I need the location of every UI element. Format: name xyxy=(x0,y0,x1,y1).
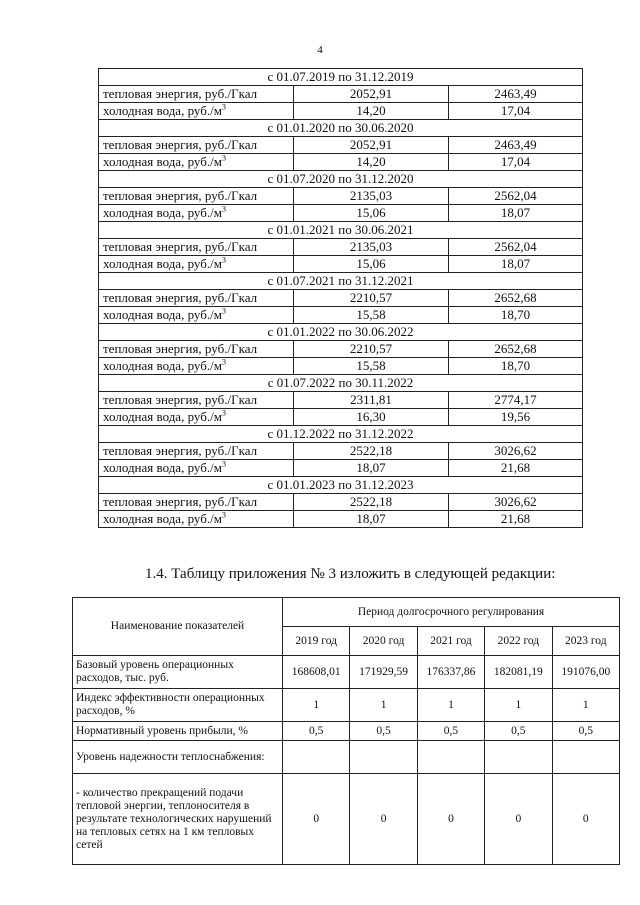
tariff-value-1: 15,58 xyxy=(294,358,449,375)
tariff-value-2: 2562,04 xyxy=(449,188,583,205)
indicator-row xyxy=(73,741,620,774)
indicator-row xyxy=(73,722,620,741)
tariff-period-row xyxy=(99,222,583,239)
tariff-value-2: 2463,49 xyxy=(449,86,583,103)
indicator-value: 171929,59 xyxy=(350,656,417,689)
tariff-value-1: 2052,91 xyxy=(294,86,449,103)
tariff-value-2: 19,56 xyxy=(449,409,583,426)
indicator-label: Базовый уровень операционных расходов, тыс. руб. xyxy=(73,656,283,689)
tariff-value-2: 2652,68 xyxy=(449,341,583,358)
tariff-period-row xyxy=(99,171,583,188)
tariff-value-1: 14,20 xyxy=(294,103,449,120)
tariff-value-1: 2135,03 xyxy=(294,188,449,205)
tariff-period-row xyxy=(99,120,583,137)
tariff-value-2: 18,70 xyxy=(449,307,583,324)
tariff-period-label: с 01.12.2022 по 31.12.2022 xyxy=(99,426,583,443)
indicator-value xyxy=(552,741,619,774)
tariff-value-1: 14,20 xyxy=(294,154,449,171)
indicator-label: - количество прекращений подачи тепловой энергии, теплоносителя в результате технологических нарушений на тепловых сетях на 1 км тепловых сетей xyxy=(73,774,283,865)
tariff-value-2: 17,04 xyxy=(449,154,583,171)
tariff-row xyxy=(99,256,583,273)
indicator-value: 1 xyxy=(552,689,619,722)
indicator-value: 191076,00 xyxy=(552,656,619,689)
tariff-resource-name: тепловая энергия, руб./Гкал xyxy=(99,239,294,256)
indicator-value: 0,5 xyxy=(350,722,417,741)
tariff-value-2: 18,70 xyxy=(449,358,583,375)
tariff-value-1: 2210,57 xyxy=(294,290,449,307)
indicator-value: 168608,01 xyxy=(283,656,350,689)
tariff-row xyxy=(99,494,583,511)
tariff-value-2: 2562,04 xyxy=(449,239,583,256)
tariff-row xyxy=(99,205,583,222)
tariff-value-1: 2311,81 xyxy=(294,392,449,409)
indicator-value: 0,5 xyxy=(485,722,552,741)
tariff-value-1: 2210,57 xyxy=(294,341,449,358)
tariff-resource-name: холодная вода, $руб./м^3$ xyxy=(99,409,294,426)
tariff-value-2: 18,07 xyxy=(449,256,583,273)
tariff-row xyxy=(99,409,583,426)
tariff-row xyxy=(99,358,583,375)
tariff-period-row xyxy=(99,273,583,290)
tariff-table xyxy=(98,68,583,528)
tariff-row xyxy=(99,137,583,154)
tariff-value-1: 18,07 xyxy=(294,460,449,477)
tariff-resource-name: холодная вода, $руб./м^3$ xyxy=(99,511,294,528)
tariff-row xyxy=(99,239,583,256)
tariff-value-1: 16,30 xyxy=(294,409,449,426)
indicator-value: 1 xyxy=(350,689,417,722)
indicator-value: 1 xyxy=(417,689,484,722)
tariff-period-row xyxy=(99,69,583,86)
tariff-resource-name: холодная вода, $руб./м^3$ xyxy=(99,358,294,375)
indicator-row xyxy=(73,656,620,689)
indicator-value: 176337,86 xyxy=(417,656,484,689)
tariff-period-label: с 01.07.2022 по 30.11.2022 xyxy=(99,375,583,392)
page-number: 4 xyxy=(317,44,323,56)
indicator-value xyxy=(283,741,350,774)
year-header: 2022 год xyxy=(485,627,552,656)
year-header: 2020 год xyxy=(350,627,417,656)
tariff-resource-name: тепловая энергия, руб./Гкал xyxy=(99,188,294,205)
tariff-value-1: 15,06 xyxy=(294,256,449,273)
year-header: 2021 год xyxy=(417,627,484,656)
tariff-resource-name: тепловая энергия, руб./Гкал xyxy=(99,137,294,154)
indicator-value: 0 xyxy=(283,774,350,865)
tariff-value-2: 21,68 xyxy=(449,460,583,477)
indicator-row xyxy=(73,689,620,722)
indicator-value: 0 xyxy=(485,774,552,865)
indicator-label: Индекс эффективности операционных расходов, % xyxy=(73,689,283,722)
indicator-value: 182081,19 xyxy=(485,656,552,689)
tariff-resource-name: тепловая энергия, руб./Гкал xyxy=(99,290,294,307)
indicator-value: 0 xyxy=(417,774,484,865)
indicator-value: 0,5 xyxy=(283,722,350,741)
section-heading: 1.4. Таблицу приложения № 3 изложить в следующей редакции: xyxy=(145,566,556,582)
tariff-resource-name: холодная вода, $руб./м^3$ xyxy=(99,154,294,171)
tariff-value-1: 2522,18 xyxy=(294,443,449,460)
tariff-value-2: 2463,49 xyxy=(449,137,583,154)
tariff-row xyxy=(99,86,583,103)
tariff-row xyxy=(99,103,583,120)
tariff-value-2: 17,04 xyxy=(449,103,583,120)
tariff-value-1: 18,07 xyxy=(294,511,449,528)
year-header: 2023 год xyxy=(552,627,619,656)
tariff-row xyxy=(99,188,583,205)
tariff-value-1: 2052,91 xyxy=(294,137,449,154)
indicator-value: 0,5 xyxy=(552,722,619,741)
tariff-period-label: с 01.07.2021 по 31.12.2021 xyxy=(99,273,583,290)
tariff-resource-name: тепловая энергия, руб./Гкал xyxy=(99,341,294,358)
indicators-table xyxy=(72,597,620,865)
tariff-resource-name: холодная вода, $руб./м^3$ xyxy=(99,307,294,324)
tariff-row xyxy=(99,154,583,171)
indicator-name-header: Наименование показателей xyxy=(73,598,283,656)
indicator-value: 1 xyxy=(485,689,552,722)
tariff-period-label: с 01.01.2021 по 30.06.2021 xyxy=(99,222,583,239)
tariff-value-1: 2522,18 xyxy=(294,494,449,511)
tariff-resource-name: холодная вода, $руб./м^3$ xyxy=(99,103,294,120)
tariff-row xyxy=(99,460,583,477)
tariff-period-row xyxy=(99,426,583,443)
indicator-value: 1 xyxy=(283,689,350,722)
tariff-period-label: с 01.07.2020 по 31.12.2020 xyxy=(99,171,583,188)
tariff-row xyxy=(99,341,583,358)
tariff-period-row xyxy=(99,324,583,341)
tariff-value-2: 2652,68 xyxy=(449,290,583,307)
tariff-period-label: с 01.01.2020 по 30.06.2020 xyxy=(99,120,583,137)
tariff-value-2: 3026,62 xyxy=(449,443,583,460)
indicator-label: Уровень надежности теплоснабжения: xyxy=(73,741,283,774)
tariff-period-label: с 01.07.2019 по 31.12.2019 xyxy=(99,69,583,86)
tariff-value-2: 3026,62 xyxy=(449,494,583,511)
indicator-value: 0 xyxy=(350,774,417,865)
tariff-resource-name: тепловая энергия, руб./Гкал xyxy=(99,86,294,103)
tariff-row xyxy=(99,307,583,324)
tariff-period-label: с 01.01.2023 по 31.12.2023 xyxy=(99,477,583,494)
tariff-row xyxy=(99,511,583,528)
indicator-value: 0 xyxy=(552,774,619,865)
tariff-value-1: 15,06 xyxy=(294,205,449,222)
period-header: Период долгосрочного регулирования xyxy=(283,598,620,627)
indicator-value xyxy=(485,741,552,774)
tariff-period-row xyxy=(99,477,583,494)
tariff-row xyxy=(99,290,583,307)
indicator-value xyxy=(350,741,417,774)
tariff-resource-name: тепловая энергия, руб./Гкал xyxy=(99,494,294,511)
tariff-resource-name: холодная вода, $руб./м^3$ xyxy=(99,205,294,222)
tariff-period-row xyxy=(99,375,583,392)
tariff-value-2: 2774,17 xyxy=(449,392,583,409)
tariff-resource-name: тепловая энергия, руб./Гкал xyxy=(99,443,294,460)
tariff-resource-name: холодная вода, $руб./м^3$ xyxy=(99,256,294,273)
tariff-value-1: 2135,03 xyxy=(294,239,449,256)
indicator-value: 0,5 xyxy=(417,722,484,741)
tariff-resource-name: тепловая энергия, руб./Гкал xyxy=(99,392,294,409)
tariff-row xyxy=(99,392,583,409)
year-header: 2019 год xyxy=(283,627,350,656)
tariff-value-2: 21,68 xyxy=(449,511,583,528)
indicator-label: Нормативный уровень прибыли, % xyxy=(73,722,283,741)
tariff-period-label: с 01.01.2022 по 30.06.2022 xyxy=(99,324,583,341)
tariff-row xyxy=(99,443,583,460)
indicator-row xyxy=(73,774,620,865)
tariff-resource-name: холодная вода, $руб./м^3$ xyxy=(99,460,294,477)
tariff-value-1: 15,58 xyxy=(294,307,449,324)
tariff-value-2: 18,07 xyxy=(449,205,583,222)
indicator-value xyxy=(417,741,484,774)
